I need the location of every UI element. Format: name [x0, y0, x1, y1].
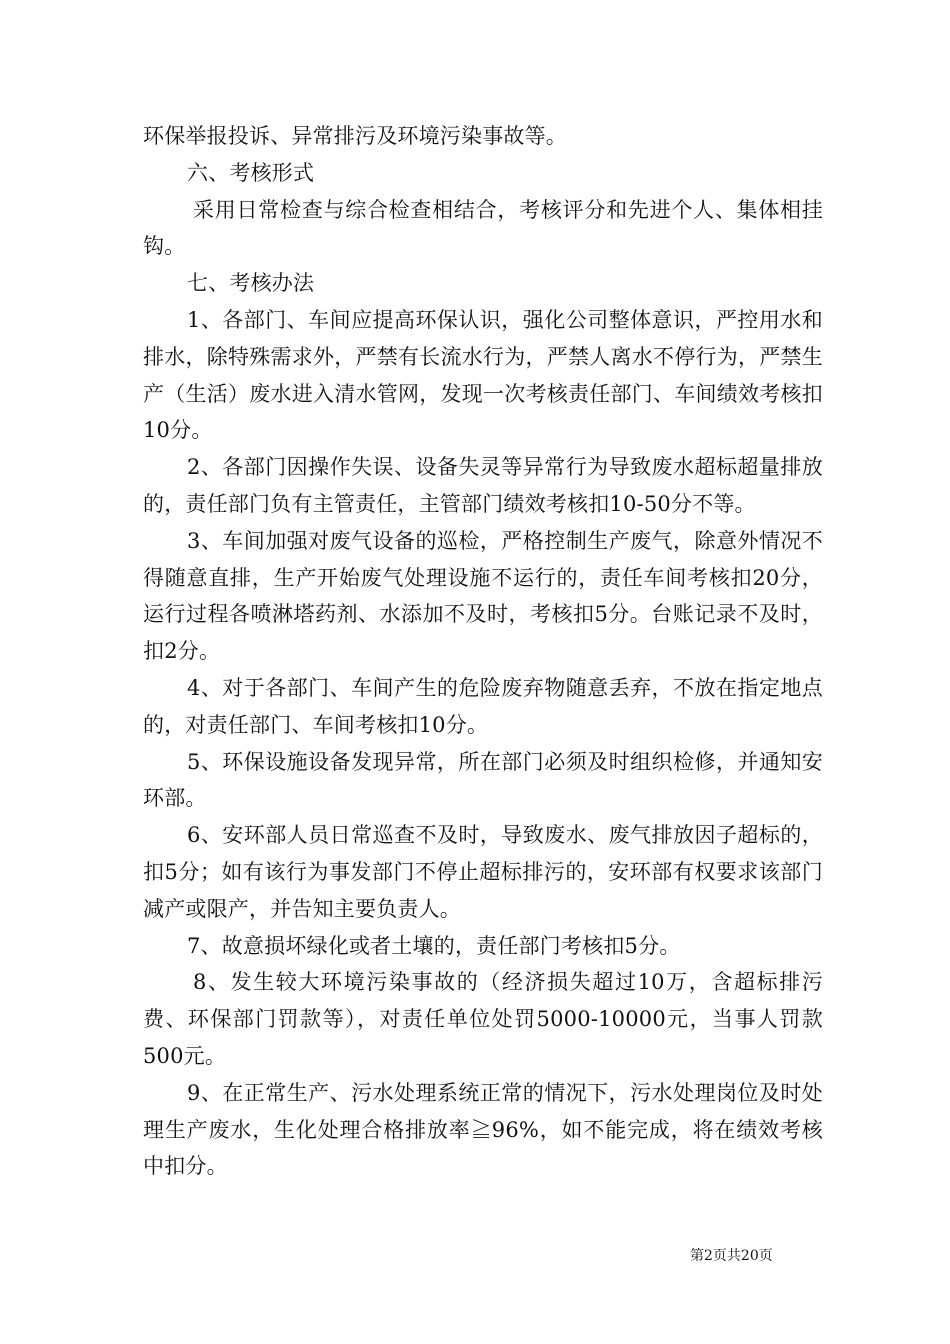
- paragraph-item-8: 8、发生较大环境污染事故的（经济损失超过10万，含超标排污费、环保部门罚款等），对责任单位处罚5000-10000元，当事人罚款500元。: [143, 970, 823, 1068]
- paragraph-item-1: 1、各部门、车间应提高环保认识，强化公司整体意识，严控用水和排水，除特殊需求外，严禁有长流水行为，严禁人离水不停行为，严禁生产（生活）废水进入清水管网，发现一次考核责任部门、车间绩效考核扣10分。: [143, 307, 823, 443]
- paragraph-item-2: 2、各部门因操作失误、设备失灵等异常行为导致废水超标超量排放的，责任部门负有主管责任，主管部门绩效考核扣10-50分不等。: [143, 455, 823, 516]
- section-heading-assessment-form: 六、考核形式: [187, 160, 315, 185]
- paragraph-assessment-form: 采用日常检查与综合检查相结合，考核评分和先进个人、集体相挂钩。: [143, 197, 823, 259]
- page-number-footer: 第2页共20页: [690, 1248, 773, 1264]
- paragraph-item-7: 7、故意损坏绿化或者土壤的，责任部门考核扣5分。: [187, 933, 681, 958]
- paragraph-item-3: 3、车间加强对废气设备的巡检，严格控制生产废气，除意外情况不得随意直排，生产开始废气处理设施不运行的，责任车间考核扣20分，运行过程各喷淋塔药剂、水添加不及时，考核扣5分。台账记录不及时，扣2分。: [143, 528, 823, 664]
- paragraph-item-6: 6、安环部人员日常巡查不及时，导致废水、废气排放因子超标的，扣5分；如有该行为事发部门不停止超标排污的，安环部有权要求该部门减产或限产，并告知主要负责人。: [143, 823, 823, 921]
- section-heading-assessment-method: 七、考核办法: [187, 271, 315, 296]
- paragraph-continuation: 环保举报投诉、异常排污及环境污染事故等。: [143, 124, 567, 148]
- paragraph-item-5: 5、环保设施设备发现异常，所在部门必须及时组织检修，并通知安环部。: [143, 749, 823, 811]
- document-body: [143, 118, 823, 1185]
- paragraph-item-4: 4、对于各部门、车间产生的危险废弃物随意丢弃，不放在指定地点的，对责任部门、车间考核扣10分。: [143, 675, 823, 737]
- paragraph-item-9: 9、在正常生产、污水处理系统正常的情况下，污水处理岗位及时处理生产废水，生化处理合格排放率≧96%，如不能完成，将在绩效考核中扣分。: [143, 1080, 823, 1179]
